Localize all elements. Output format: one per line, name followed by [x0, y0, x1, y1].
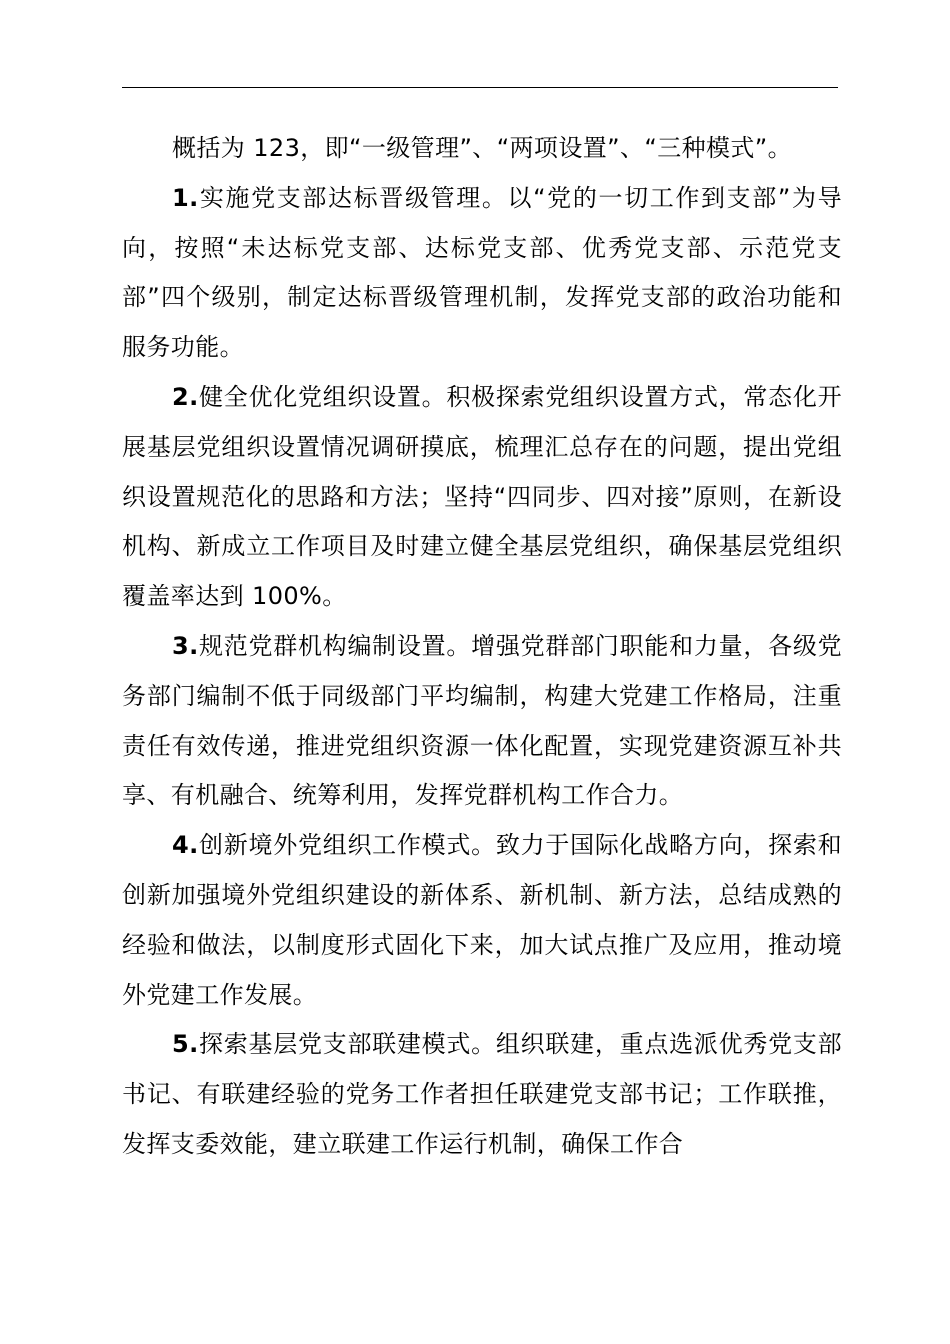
paragraph-text: 健全优化党组织设置。积极探索党组织设置方式，常态化开展基层党组织设置情况调研摸底，梳理汇总存在的问题，提出党组织设置规范化的思路和方法；坚持“四同步、四对接”原则，在新设机构、新成立工作项目及时建立健全基层党组织，确保基层党组织覆盖率达到 100%。 [122, 382, 842, 611]
paragraph-text: 概括为 123，即“一级管理”、“两项设置”、“三种模式”。 [172, 134, 793, 162]
paragraph-item-5 [122, 1020, 842, 1169]
paragraph-text: 规范党群机构编制设置。增强党群部门职能和力量，各级党务部门编制不低于同级部门平均编制，构建大党建工作格局，注重责任有效传递，推进党组织资源一体化配置，实现党建资源互补共享、有机融合、统筹利用，发挥党群机构工作合力。 [122, 631, 842, 810]
paragraph-item-4 [122, 821, 842, 1020]
paragraph-intro [122, 124, 842, 174]
paragraph-item-3 [122, 622, 842, 821]
paragraph-number: 5. [172, 1030, 199, 1059]
paragraph-number: 1. [172, 183, 199, 212]
paragraph-text: 创新境外党组织工作模式。致力于国际化战略方向，探索和创新加强境外党组织建设的新体系、新机制、新方法，总结成熟的经验和做法，以制度形式固化下来，加大试点推广及应用，推动境外党建工作发展。 [122, 831, 842, 1009]
paragraph-number: 2. [172, 382, 199, 411]
paragraph-text: 探索基层党支部联建模式。组织联建，重点选派优秀党支部书记、有联建经验的党务工作者担任联建党支部书记；工作联推，发挥支委效能，建立联建工作运行机制，确保工作合 [122, 1030, 842, 1158]
paragraph-number: 4. [172, 831, 199, 860]
paragraph-item-1 [122, 174, 842, 373]
paragraph-number: 3. [172, 631, 199, 660]
paragraph-text: 实施党支部达标晋级管理。以“党的一切工作到支部”为导向，按照“未达标党支部、达标党支部、优秀党支部、示范党支部”四个级别，制定达标晋级管理机制，发挥党支部的政治功能和服务功能。 [122, 183, 842, 362]
header-rule [122, 87, 838, 88]
paragraph-item-2 [122, 373, 842, 622]
document-body [122, 124, 842, 1170]
